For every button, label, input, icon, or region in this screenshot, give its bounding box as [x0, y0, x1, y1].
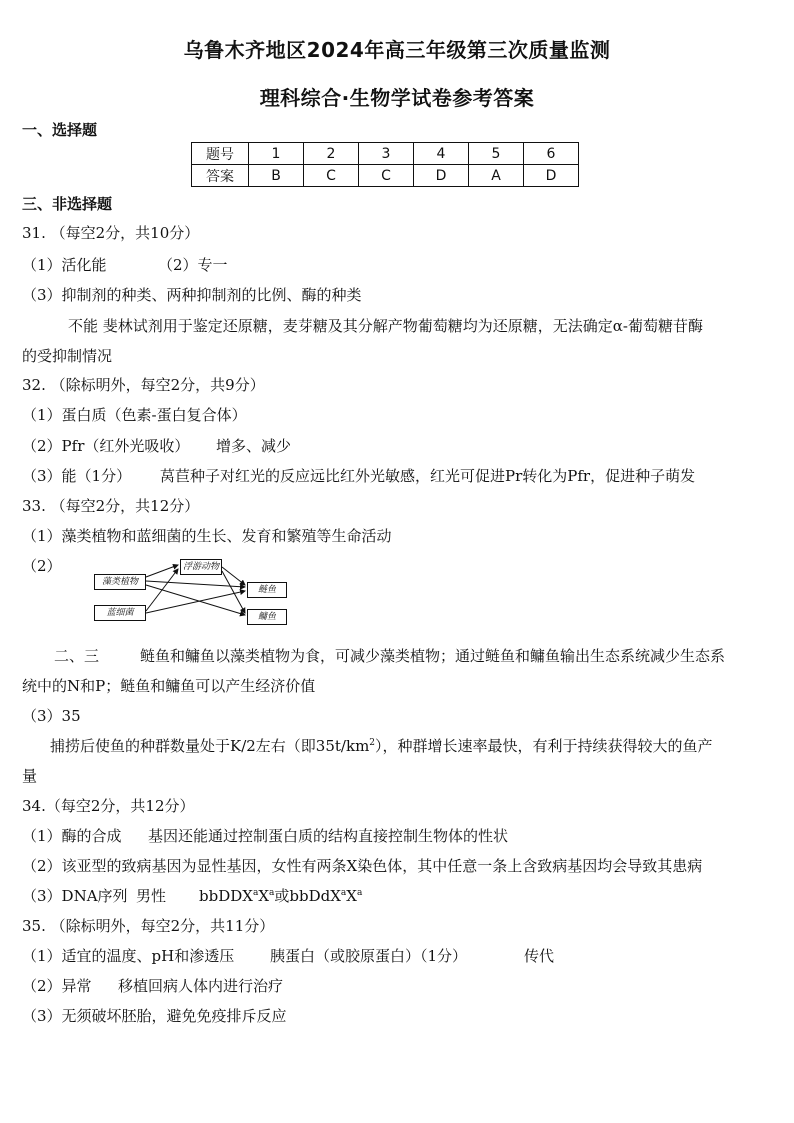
table-cell: C: [304, 165, 359, 187]
q34-genotypes: [199, 886, 362, 906]
superscript: a: [252, 888, 259, 898]
q33-answer-3a: 二、三: [54, 647, 100, 665]
node-zooplankton: 浮游动物: [180, 559, 222, 575]
q34-answer-2: （2）该亚型的致病基因为显性基因，女性有两条X染色体，其中任意一条上含致病基因均会导致其患病: [22, 857, 703, 875]
q32-answer-1: （1）蛋白质（色素-蛋白复合体）: [22, 406, 247, 424]
page-title: 乌鲁木齐地区2024年高三年级第三次质量监测: [183, 38, 611, 62]
q31-answer-4-line2: 的受抑制情况: [22, 347, 113, 365]
q34-answer-1b: 基因还能通过控制蛋白质的结构直接控制生物体的性状: [148, 827, 509, 845]
table-row-label: 题号: [192, 143, 249, 165]
q34-answer-3b: 男性: [136, 887, 167, 905]
q32-answer-2b: 增多、减少: [216, 437, 292, 455]
table-cell: D: [524, 165, 579, 187]
table-cell: C: [359, 165, 414, 187]
table-row: [192, 143, 579, 165]
q33-answer-5-line1: [50, 736, 713, 756]
superscript: 2: [369, 738, 376, 748]
table-cell: 5: [469, 143, 524, 165]
q34-answer-1a: （1）酶的合成: [22, 827, 122, 845]
q32-answer-3a: （3）能（1分）: [22, 467, 132, 485]
node-algae: 藻类植物: [94, 574, 146, 590]
superscript: a: [269, 888, 275, 898]
q33-answer-3b: 鲢鱼和鳙鱼以藻类植物为食，可减少藻类植物；通过鲢鱼和鳙鱼输出生态系统减少生态系: [140, 647, 726, 665]
section-choice-heading: 一、选择题: [22, 121, 98, 139]
genotype-part: bbDDX: [199, 887, 253, 905]
q33-answer-4: （3）35: [22, 707, 81, 725]
q33-answer-5-line2: 量: [22, 767, 38, 785]
table-cell: 3: [359, 143, 414, 165]
node-silver-carp: 鲢鱼: [247, 582, 287, 598]
table-row: [192, 165, 579, 187]
q31-answer-3: （3）抑制剂的种类、两种抑制剂的比例、酶的种类: [22, 286, 362, 304]
answer-table: [191, 142, 579, 187]
q32-heading: 32. （除标明外，每空2分，共9分）: [22, 376, 265, 394]
table-row-label: 答案: [192, 165, 249, 187]
q33-answer-3c: 统中的N和P；鲢鱼和鳙鱼可以产生经济价值: [22, 677, 316, 695]
table-cell: A: [469, 165, 524, 187]
q31-answer-2: （2）专一: [158, 256, 228, 274]
q31-answer-4-line1: 不能 斐林试剂用于鉴定还原糖，麦芽糖及其分解产物葡萄糖均为还原糖，无法确定α-葡萄糖苷酶: [68, 317, 703, 335]
superscript: a: [356, 888, 363, 898]
table-cell: 2: [304, 143, 359, 165]
arrow-cyanobacteria-silver-carp: [146, 591, 245, 613]
q32-answer-3b: 莴苣种子对红光的反应远比红外光敏感，红光可促进Pr转化为Pfr，促进种子萌发: [160, 467, 696, 485]
table-cell: B: [249, 165, 304, 187]
q33-heading: 33. （每空2分，共12分）: [22, 497, 200, 515]
table-cell: 4: [414, 143, 469, 165]
arrow-zooplankton-silver-carp: [222, 567, 245, 585]
genotype-or: 或: [274, 887, 290, 905]
q33-answer-1: （1）藻类植物和蓝细菌的生长、发育和繁殖等生命活动: [22, 527, 392, 545]
table-cell: D: [414, 165, 469, 187]
q35-answer-3: （3）无须破坏胚胎，避免免疫排斥反应: [22, 1007, 287, 1025]
genotype-part: X: [258, 887, 269, 905]
q34-heading: 34.（每空2分，共12分）: [22, 797, 195, 815]
table-cell: 6: [524, 143, 579, 165]
q33-answer-5a: 捕捞后使鱼的种群数量处于K/2左右（即35t/km: [50, 737, 370, 755]
q32-answer-2a: （2）Pfr（红外光吸收）: [22, 437, 190, 455]
q35-answer-1b: 胰蛋白（或胶原蛋白）（1分）: [270, 947, 468, 965]
q35-answer-1c: 传代: [524, 947, 555, 965]
section-nonchoice-heading: 三、非选择题: [22, 195, 113, 213]
q33-answer-2-label: （2）: [22, 557, 62, 575]
genotype-part: bbDdX: [289, 887, 341, 905]
q33-answer-5b: ），种群增长速率最快，有利于持续获得较大的鱼产: [375, 737, 713, 755]
q35-answer-1a: （1）适宜的温度、pH和渗透压: [22, 947, 235, 965]
node-bighead-carp: 鳙鱼: [247, 609, 287, 625]
q31-answer-1: （1）活化能: [22, 256, 107, 274]
q31-heading: 31. （每空2分，共10分）: [22, 224, 200, 242]
q35-answer-2b: 移植回病人体内进行治疗: [118, 977, 284, 995]
superscript: a: [340, 888, 347, 898]
q35-heading: 35. （除标明外，每空2分，共11分）: [22, 917, 275, 935]
arrow-algae-bighead-carp: [146, 585, 245, 615]
page-subtitle: 理科综合·生物学试卷参考答案: [259, 86, 535, 110]
q35-answer-2a: （2）异常: [22, 977, 92, 995]
node-cyanobacteria: 蓝细菌: [94, 605, 146, 621]
genotype-part: X: [346, 887, 357, 905]
q34-answer-3a: （3）DNA序列: [22, 887, 128, 905]
table-cell: 1: [249, 143, 304, 165]
